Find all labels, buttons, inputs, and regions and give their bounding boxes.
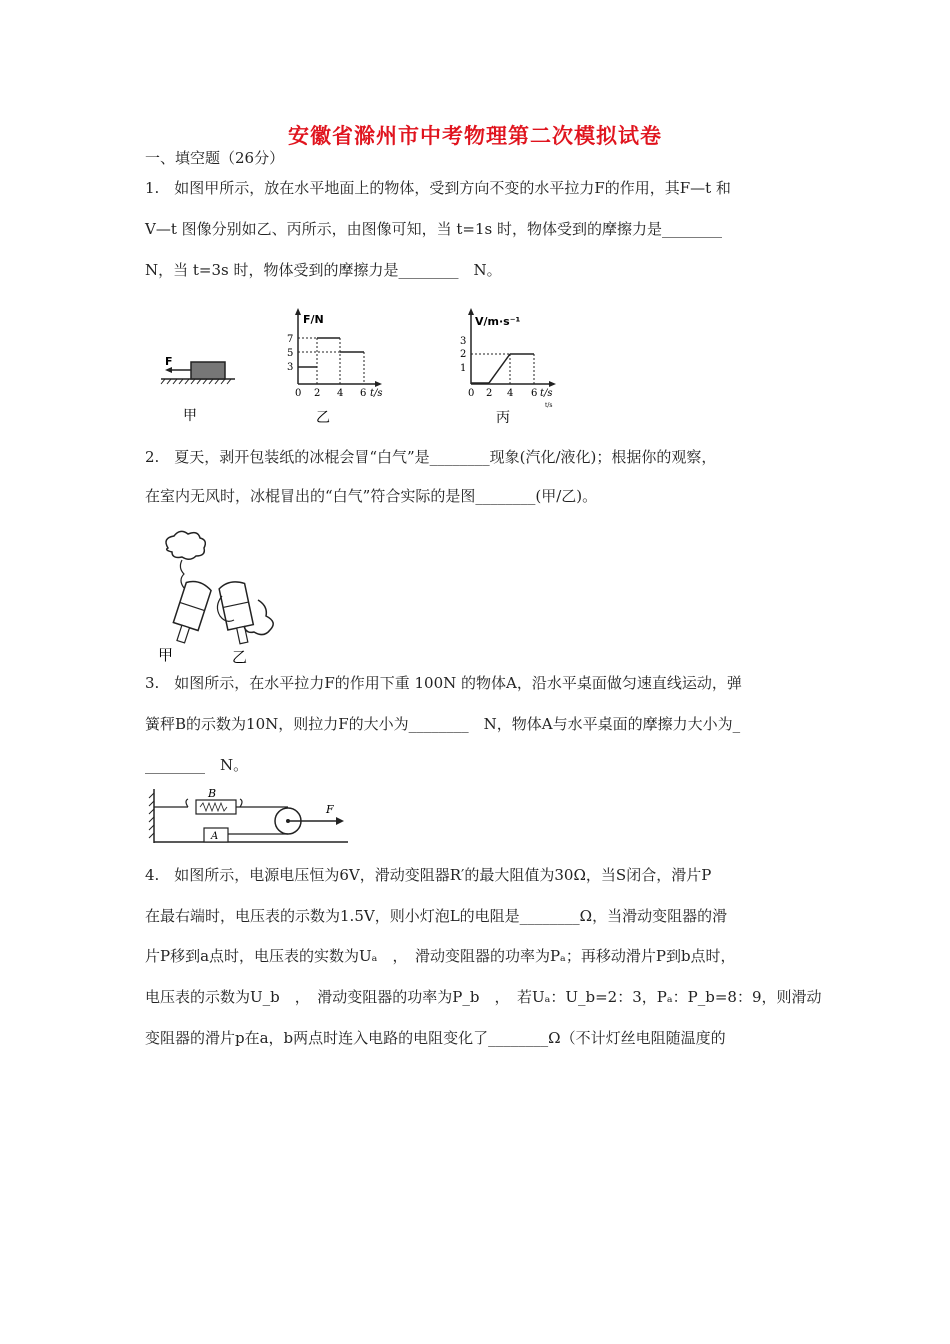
yi-xtick: 6 <box>360 388 367 399</box>
q1-line-2: V—t 图像分别如乙、丙所示，由图像可知，当 t=1s 时，物体受到的摩擦力是________ <box>145 220 723 238</box>
yi-ytick: 7 <box>287 334 294 345</box>
caption-bing: 丙 <box>496 410 510 426</box>
q4-line-4: 电压表的示数为U_b ， 滑动变阻器的功率为P_b ， 若Uₐ：U_b=2：3，Pₐ：P_b=8：9，则滑动 <box>145 988 822 1006</box>
q4-line-1: 4. 如图所示，电源电压恒为6V，滑动变阻器R′的最大阻值为30Ω，当S闭合，滑片P <box>145 866 712 884</box>
yi-ylabel: F/N <box>303 313 324 326</box>
figure-jia <box>155 352 245 432</box>
caption-yi-2: 乙 <box>232 648 248 666</box>
figure-pulley <box>148 785 358 847</box>
caption-jia-2: 甲 <box>158 646 174 664</box>
q4-line-5: 变阻器的滑片p在a，b两点时连入电路的电阻变化了________Ω（不计灯丝电阻随温度的 <box>145 1029 726 1047</box>
bing-ylabel: V/m·s⁻¹ <box>475 315 521 328</box>
q3-line-2: 簧秤B的示数为10N，则拉力F的大小为________ N，物体A与水平桌面的摩擦力大小为_ <box>145 715 741 733</box>
bing-xlabel: t/s <box>540 388 553 399</box>
bing-xtick: 4 <box>507 388 514 399</box>
bing-ytick: 3 <box>460 336 467 347</box>
spring-label: B <box>208 787 217 800</box>
pull-force-label: F <box>326 803 334 816</box>
yi-xlabel: t/s <box>370 388 383 399</box>
force-label: F <box>165 355 173 368</box>
q2-line-1: 2. 夏天，剥开包装纸的冰棍会冒“白气”是________现象(汽化/液化)；根据你的观察， <box>145 448 717 466</box>
caption-jia: 甲 <box>183 408 197 424</box>
bing-small-note: t/s <box>545 402 553 409</box>
q3-line-1: 3. 如图所示，在水平拉力F的作用下重 100N 的物体A，沿水平桌面做匀速直线运动，弹 <box>145 674 742 692</box>
yi-ytick: 5 <box>287 348 294 359</box>
section-heading: 一、填空题（26分） <box>145 149 285 167</box>
yi-ytick: 3 <box>287 362 294 373</box>
bing-ytick: 1 <box>460 363 467 374</box>
q2-line-2: 在室内无风时，冰棍冒出的“白气”符合实际的是图________(甲/乙)。 <box>145 487 598 505</box>
q1-line-1: 1. 如图甲所示，放在水平地面上的物体，受到方向不变的水平拉力F的作用，其F—t 和 <box>145 179 731 197</box>
figure-popsicles <box>150 530 300 670</box>
page-title: 安徽省滁州市中考物理第二次模拟试卷 <box>288 124 662 148</box>
q4-line-3: 片P移到a点时，电压表的实数为Uₐ ， 滑动变阻器的功率为Pₐ；再移动滑片P到b点时， <box>145 947 736 965</box>
bing-ytick: 2 <box>460 349 467 360</box>
bing-xtick: 0 <box>468 388 475 399</box>
q4-line-2: 在最右端时，电压表的示数为1.5V，则小灯泡L的电阻是________Ω，当滑动变阻器的滑 <box>145 907 728 925</box>
q1-line-3: N，当 t=3s 时，物体受到的摩擦力是________ N。 <box>145 261 502 279</box>
figure-bing <box>452 304 564 432</box>
yi-xtick: 0 <box>295 388 302 399</box>
block-label: A <box>211 831 219 842</box>
q3-line-3: ________ N。 <box>145 756 249 774</box>
caption-yi: 乙 <box>316 410 330 426</box>
figure-yi <box>278 304 388 432</box>
bing-xtick: 2 <box>486 388 493 399</box>
yi-xtick: 4 <box>337 388 344 399</box>
bing-xtick: 6 <box>531 388 538 399</box>
yi-xtick: 2 <box>314 388 321 399</box>
